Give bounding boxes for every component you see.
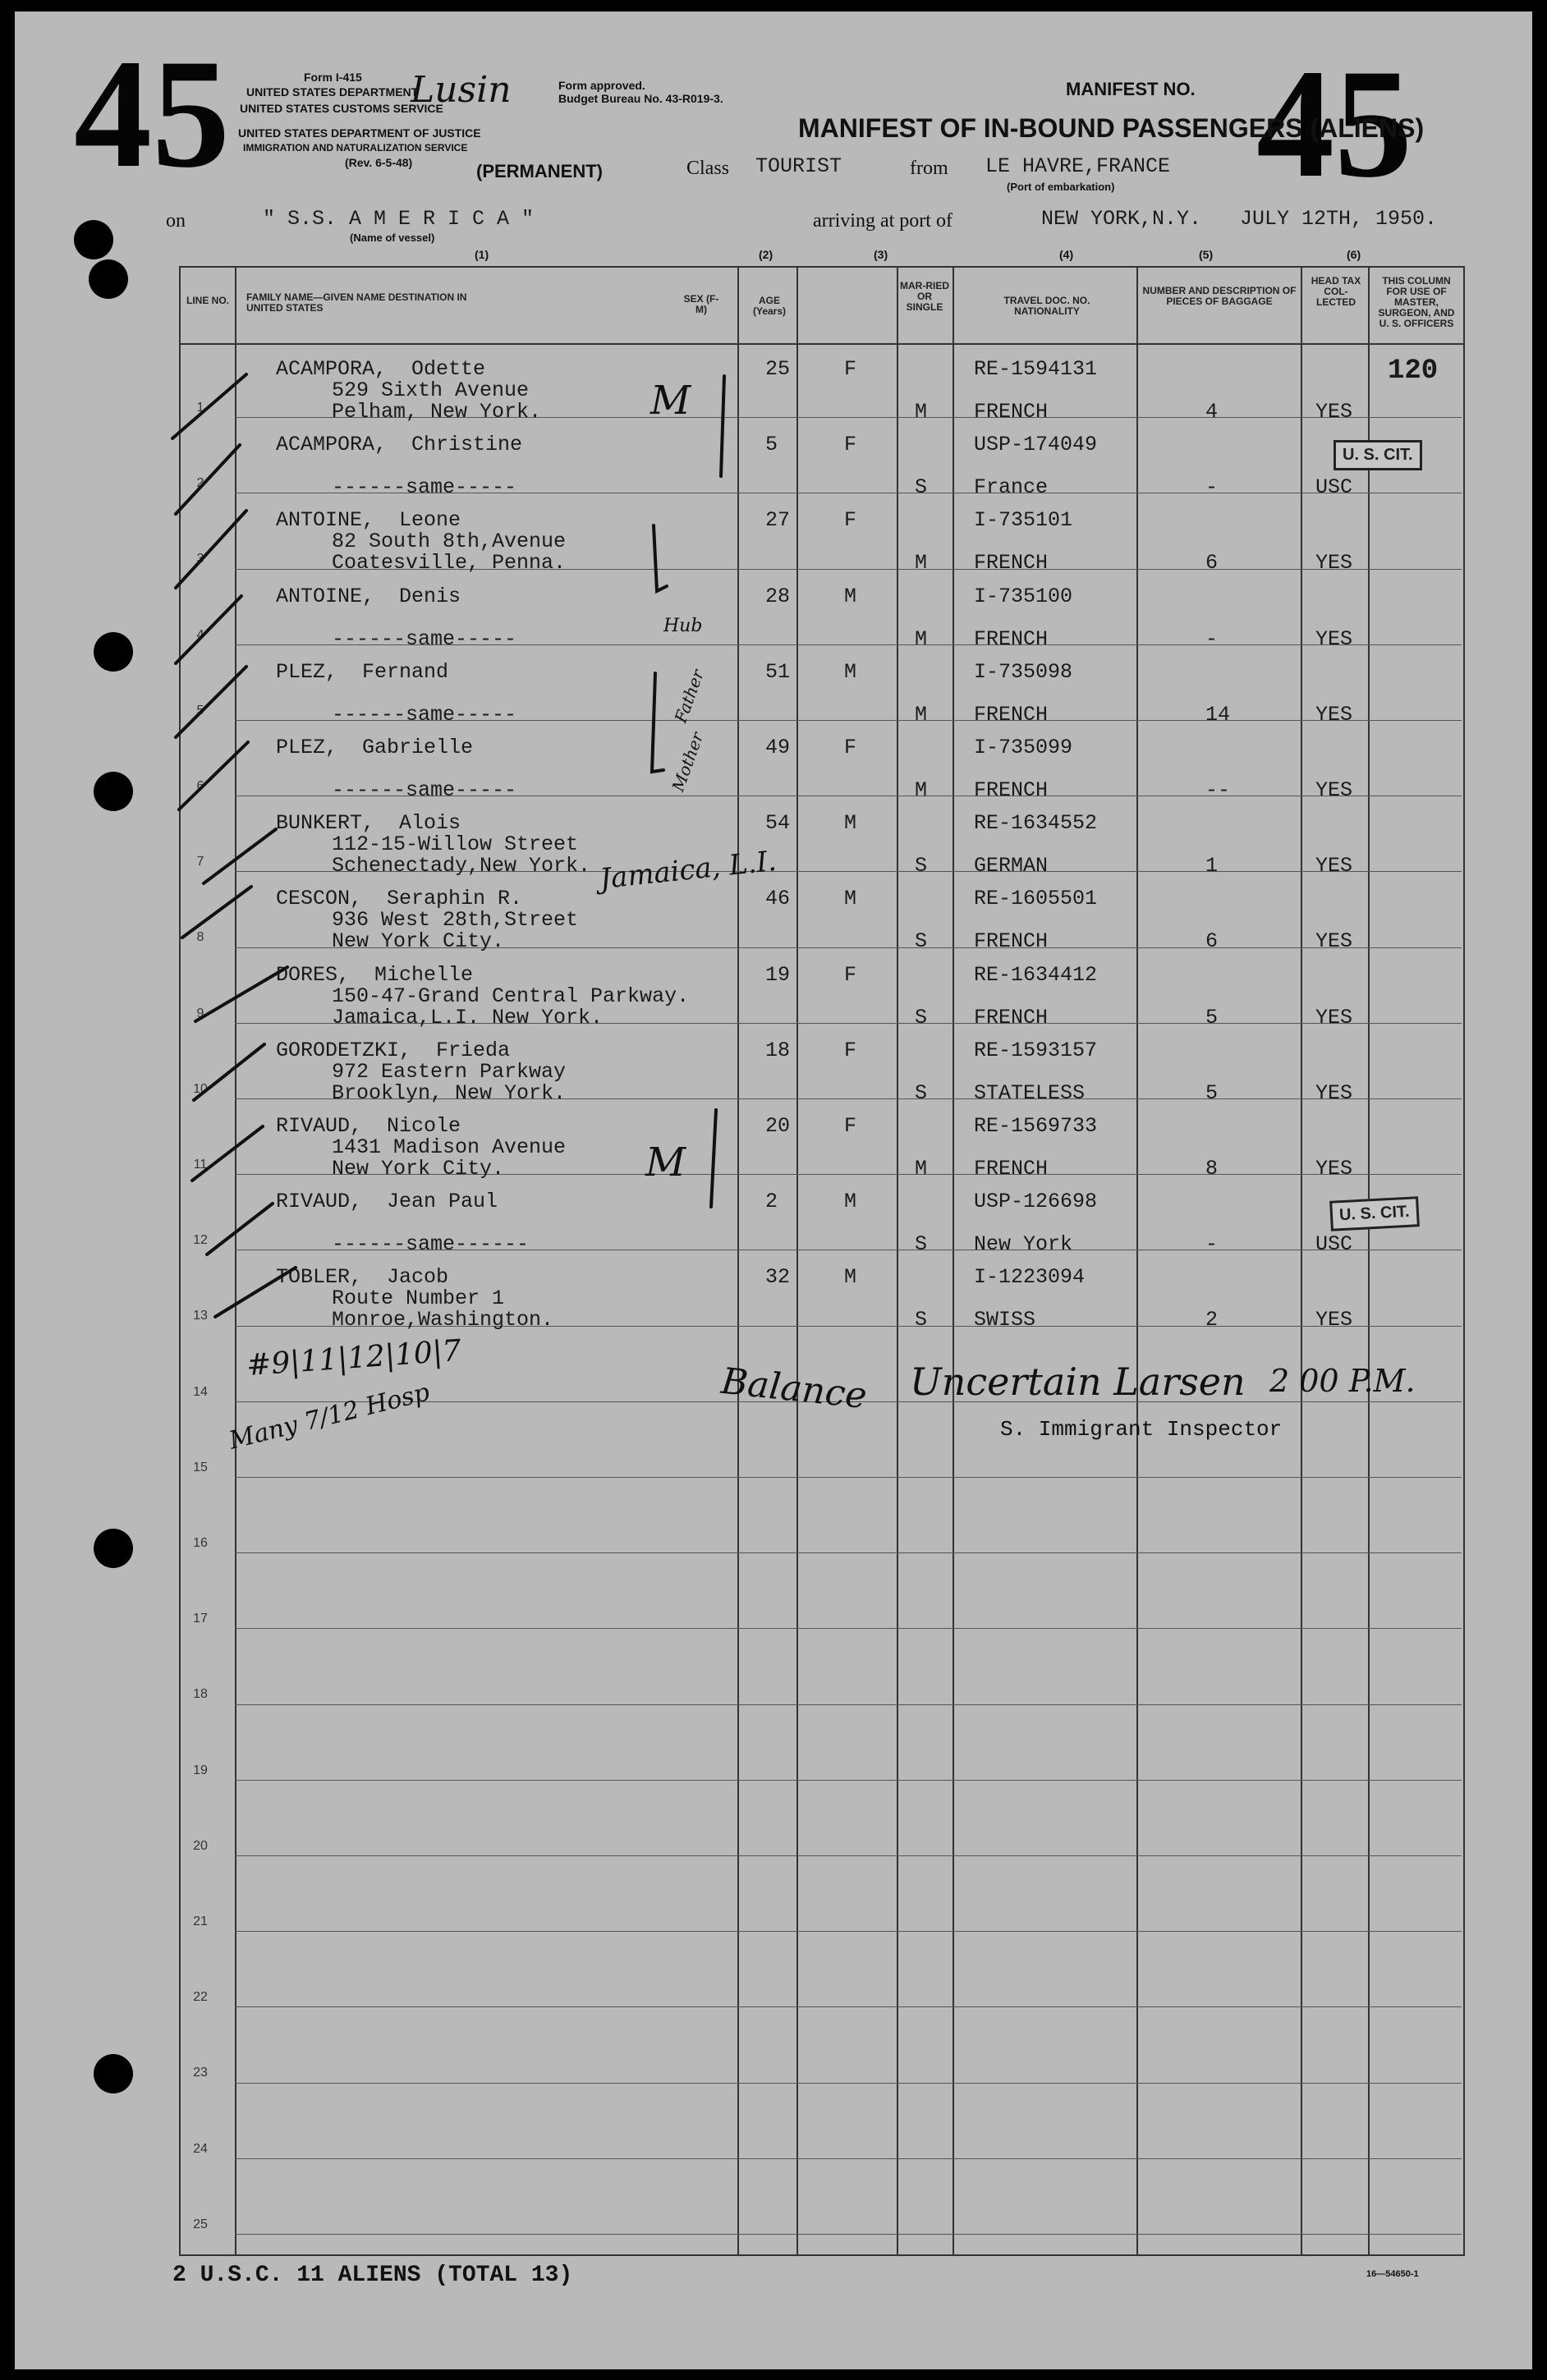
handwritten-jamaica: Jamaica, L.I. — [598, 844, 778, 897]
sex: M — [844, 811, 857, 836]
travel-doc: RE-1605501 — [974, 887, 1098, 911]
line-number: 10 — [193, 1081, 208, 1096]
sex: F — [844, 433, 857, 457]
col-num-2: (2) — [759, 248, 774, 261]
marital-status: M — [915, 1157, 928, 1181]
handwritten-time: 2 00 P.M. — [1269, 1363, 1416, 1399]
line-number: 11 — [193, 1158, 208, 1172]
line-number: 8 — [196, 930, 204, 945]
address-line-1: 529 Sixth Avenue — [332, 378, 530, 402]
us-citizen-stamp: U. S. CIT. — [1334, 440, 1422, 470]
marital-status: S — [915, 1308, 928, 1332]
col-header-tax: HEAD TAX COL-LECTED — [1311, 275, 1361, 308]
head-tax: USC — [1315, 475, 1353, 500]
handwritten-m-mark: M — [645, 1140, 686, 1185]
nationality: FRENCH — [974, 626, 1049, 651]
col-num-3: (3) — [874, 248, 888, 261]
line-number: 17 — [193, 1612, 208, 1626]
address-line-2: ------same------ — [332, 1232, 530, 1257]
passenger-name: GORODETZKI, Frieda — [276, 1038, 511, 1062]
travel-doc: I-1223094 — [974, 1265, 1086, 1290]
arrival-port: NEW YORK,N.Y. — [1041, 207, 1202, 231]
age: 2 — [765, 1190, 778, 1214]
baggage: 8 — [1205, 1157, 1219, 1181]
arrival-date: JULY 12TH, 1950. — [1240, 207, 1438, 231]
handwritten-top: Lusin — [411, 69, 512, 111]
baggage: 6 — [1205, 551, 1219, 576]
travel-doc: RE-1569733 — [974, 1114, 1098, 1138]
marital-status: S — [915, 1080, 928, 1105]
address-line-1: 112-15-Willow Street — [332, 832, 579, 857]
address-line-1: 1431 Madison Avenue — [332, 1135, 567, 1159]
head-tax: YES — [1315, 702, 1353, 727]
line-number: 14 — [193, 1384, 208, 1399]
age: 19 — [765, 962, 791, 987]
address-line-2: Jamaica,L.I. New York. — [332, 1005, 604, 1029]
nationality: FRENCH — [974, 400, 1049, 424]
address-line-1: 936 West 28th,Street — [332, 908, 579, 933]
arriving-label: arriving at port of — [813, 210, 953, 232]
col-header-age: AGE (Years) — [752, 295, 787, 317]
line-number: 9 — [196, 1006, 204, 1020]
baggage: -- — [1205, 778, 1231, 802]
from-label: from — [910, 158, 948, 179]
address-line-2: New York City. — [332, 929, 505, 954]
corner-number-left: 45 — [74, 28, 230, 200]
baggage: - — [1205, 475, 1219, 500]
line-number: 22 — [193, 1990, 208, 2005]
dept-line-2: UNITED STATES CUSTOMS SERVICE — [240, 102, 443, 115]
travel-doc: I-735101 — [974, 508, 1073, 533]
address-line-2: New York City. — [332, 1157, 505, 1181]
col-header-baggage: NUMBER AND DESCRIPTION OF PIECES OF BAGGAGE — [1142, 285, 1297, 307]
nationality: FRENCH — [974, 702, 1049, 727]
line-number: 4 — [196, 627, 204, 642]
line-number: 18 — [193, 1687, 208, 1702]
head-tax: YES — [1315, 854, 1353, 878]
address-line-1: Route Number 1 — [332, 1286, 505, 1311]
travel-doc: RE-1593157 — [974, 1038, 1098, 1062]
address-line-2: Schenectady,New York. — [332, 854, 591, 878]
passenger-name: ANTOINE, Leone — [276, 508, 461, 533]
nationality: New York — [974, 1232, 1073, 1257]
on-label: on — [166, 210, 186, 232]
inspector-signature: Uncertain Larsen — [910, 1360, 1246, 1404]
marital-status: S — [915, 1232, 928, 1257]
baggage: 5 — [1205, 1080, 1219, 1105]
marital-status: S — [915, 929, 928, 954]
sex: M — [844, 584, 857, 608]
marital-status: M — [915, 400, 928, 424]
head-tax: YES — [1315, 929, 1353, 954]
address-line-1: 82 South 8th,Avenue — [332, 530, 567, 554]
marital-status: S — [915, 1005, 928, 1029]
head-tax: YES — [1315, 1157, 1353, 1181]
nationality: FRENCH — [974, 1157, 1049, 1181]
inspector-label: S. Immigrant Inspector — [1000, 1417, 1283, 1442]
from-value: LE HAVRE,FRANCE — [985, 154, 1171, 178]
passenger-name: PLEZ, Gabrielle — [276, 736, 474, 759]
nationality: STATELESS — [974, 1080, 1086, 1105]
sex: F — [844, 357, 857, 381]
dept-line-5: (Rev. 6-5-48) — [345, 156, 413, 169]
nationality: FRENCH — [974, 1005, 1049, 1029]
travel-doc: I-735098 — [974, 659, 1073, 684]
travel-doc: I-735100 — [974, 584, 1073, 608]
head-tax: YES — [1315, 551, 1353, 576]
passenger-name: BUNKERT, Alois — [276, 811, 461, 836]
line-number: 7 — [196, 855, 204, 869]
sex: F — [844, 736, 857, 759]
us-citizen-stamp: U. S. CIT. — [1329, 1196, 1419, 1231]
nationality: GERMAN — [974, 854, 1049, 878]
age: 27 — [765, 508, 791, 533]
address-line-2: Pelham, New York. — [332, 400, 542, 424]
class-value: TOURIST — [755, 154, 842, 178]
line-number: 3 — [196, 552, 204, 566]
address-line-2: ------same----- — [332, 702, 517, 727]
line-number: 25 — [193, 2217, 208, 2231]
col-header-sex-visible: SEX (F-M) — [683, 293, 719, 315]
passenger-name: RIVAUD, Nicole — [276, 1114, 461, 1138]
handwritten-tally: #9|11|12|10|7 — [245, 1333, 463, 1383]
sex: F — [844, 962, 857, 987]
line-number: 20 — [193, 1838, 208, 1853]
nationality: FRENCH — [974, 778, 1049, 802]
passenger-name: CESCON, Seraphin R. — [276, 887, 523, 911]
sex: M — [844, 1265, 857, 1290]
manifest-title: MANIFEST OF IN-BOUND PASSENGERS (ALIENS) — [798, 113, 1425, 143]
travel-doc: RE-1634552 — [974, 811, 1098, 836]
col-header-travel: TRAVEL DOC. NO. NATIONALITY — [1003, 295, 1090, 317]
nationality: SWISS — [974, 1308, 1036, 1332]
baggage: 4 — [1205, 400, 1219, 424]
passenger-name: ANTOINE, Denis — [276, 584, 461, 608]
form-number: Form I-415 — [304, 71, 362, 84]
col-header-officers: THIS COLUMN FOR USE OF MASTER, SURGEON, AND U. S. OFFICERS — [1378, 275, 1455, 329]
sex: F — [844, 1114, 857, 1138]
passenger-name: DORES, Michelle — [276, 962, 474, 987]
manifest-no-label: MANIFEST NO. — [1066, 79, 1196, 99]
handwritten-balance: Balance — [718, 1360, 870, 1418]
vessel-note: (Name of vessel) — [350, 232, 435, 244]
address-line-2: ------same----- — [332, 778, 517, 802]
age: 51 — [765, 659, 791, 684]
age: 25 — [765, 357, 791, 381]
marital-status: M — [915, 626, 928, 651]
address-line-2: Coatesville, Penna. — [332, 551, 567, 576]
head-tax: YES — [1315, 778, 1353, 802]
line-number: 24 — [193, 2141, 208, 2156]
address-line-2: Monroe,Washington. — [332, 1308, 554, 1332]
sex: M — [844, 887, 857, 911]
budget-bureau: Budget Bureau No. 43-R019-3. — [558, 92, 723, 105]
age: 32 — [765, 1265, 791, 1290]
marital-status: S — [915, 475, 928, 500]
sex: M — [844, 1190, 857, 1214]
head-tax: YES — [1315, 626, 1353, 651]
passenger-name: PLEZ, Fernand — [276, 659, 449, 684]
col-num-6: (6) — [1347, 248, 1361, 261]
line-number: 19 — [193, 1763, 208, 1777]
col-header-name: FAMILY NAME—GIVEN NAME DESTINATION IN UNITED STATES — [246, 291, 467, 314]
line-number: 21 — [193, 1915, 208, 1928]
head-tax: YES — [1315, 1308, 1353, 1332]
col-num-5: (5) — [1199, 248, 1214, 261]
sex: F — [844, 508, 857, 533]
travel-doc: RE-1634412 — [974, 962, 1098, 987]
address-line-1: 150-47-Grand Central Parkway. — [332, 984, 690, 1008]
dept-line-4: IMMIGRATION AND NATURALIZATION SERVICE — [243, 142, 468, 154]
line-number: 12 — [193, 1233, 208, 1248]
class-label: Class — [686, 158, 730, 179]
col-num-1: (1) — [475, 248, 489, 261]
line-number: 15 — [193, 1460, 208, 1474]
travel-doc: RE-1594131 — [974, 357, 1098, 381]
marital-status: M — [915, 551, 928, 576]
head-tax: USC — [1315, 1232, 1353, 1257]
age: 46 — [765, 887, 791, 911]
address-line-2: ------same----- — [332, 475, 517, 500]
sex: M — [844, 659, 857, 684]
passenger-name: ACAMPORA, Christine — [276, 433, 523, 457]
marital-status: S — [915, 854, 928, 878]
handwritten-note: Many 7/12 Hosp — [226, 1378, 433, 1456]
marital-status: M — [915, 778, 928, 802]
handwritten-hub: Hub — [663, 616, 703, 636]
baggage: 6 — [1205, 929, 1219, 954]
head-tax: YES — [1315, 1080, 1353, 1105]
age: 18 — [765, 1038, 791, 1062]
officer-note: 120 — [1388, 355, 1439, 387]
line-number: 6 — [196, 779, 204, 793]
footer-code: 16—54650-1 — [1366, 2269, 1419, 2279]
handwritten-father: Father — [670, 667, 709, 726]
port-embark-note: (Port of embarkation) — [1007, 181, 1115, 193]
travel-doc: USP-126698 — [974, 1190, 1098, 1214]
passenger-name: ACAMPORA, Odette — [276, 357, 486, 381]
age: 54 — [765, 811, 791, 836]
dept-line-1: UNITED STATES DEPARTMENT — [246, 85, 419, 99]
address-line-2: ------same----- — [332, 626, 517, 651]
permanent-label: (PERMANENT) — [476, 161, 603, 181]
form-approved: Form approved. — [558, 79, 645, 92]
line-number: 5 — [196, 703, 204, 718]
marital-status: M — [915, 702, 928, 727]
head-tax: YES — [1315, 400, 1353, 424]
vessel-name: " S.S. A M E R I C A " — [263, 207, 535, 231]
handwritten-m-mark: M — [650, 378, 691, 424]
sex: F — [844, 1038, 857, 1062]
travel-doc: USP-174049 — [974, 433, 1098, 457]
baggage: 1 — [1205, 854, 1219, 878]
baggage: 14 — [1205, 702, 1231, 727]
passenger-name: RIVAUD, Jean Paul — [276, 1190, 498, 1214]
col-header-married: MAR-RIED OR SINGLE — [900, 280, 949, 313]
passenger-name: TOBLER, Jacob — [276, 1265, 449, 1290]
line-number: 2 — [196, 476, 204, 491]
handwritten-mother: Mother — [668, 729, 708, 795]
footer-summary: 2 U.S.C. 11 ALIENS (TOTAL 13) — [172, 2263, 573, 2288]
line-number: 23 — [193, 2066, 208, 2080]
age: 20 — [765, 1114, 791, 1138]
nationality: France — [974, 475, 1049, 500]
corner-number-right: 45 — [1256, 38, 1412, 210]
age: 28 — [765, 584, 791, 608]
col-header-line: LINE NO. — [186, 295, 229, 306]
baggage: - — [1205, 626, 1219, 651]
head-tax: YES — [1315, 1005, 1353, 1029]
travel-doc: I-735099 — [974, 736, 1073, 759]
nationality: FRENCH — [974, 551, 1049, 576]
address-line-1: 972 Eastern Parkway — [332, 1059, 567, 1084]
address-line-2: Brooklyn, New York. — [332, 1080, 567, 1105]
baggage: 5 — [1205, 1005, 1219, 1029]
age: 5 — [765, 433, 778, 457]
line-number: 1 — [196, 401, 204, 415]
line-number: 13 — [193, 1309, 208, 1323]
col-num-4: (4) — [1059, 248, 1074, 261]
dept-line-3: UNITED STATES DEPARTMENT OF JUSTICE — [238, 126, 481, 140]
baggage: - — [1205, 1232, 1219, 1257]
line-number: 16 — [193, 1536, 208, 1550]
nationality: FRENCH — [974, 929, 1049, 954]
baggage: 2 — [1205, 1308, 1219, 1332]
age: 49 — [765, 736, 791, 759]
